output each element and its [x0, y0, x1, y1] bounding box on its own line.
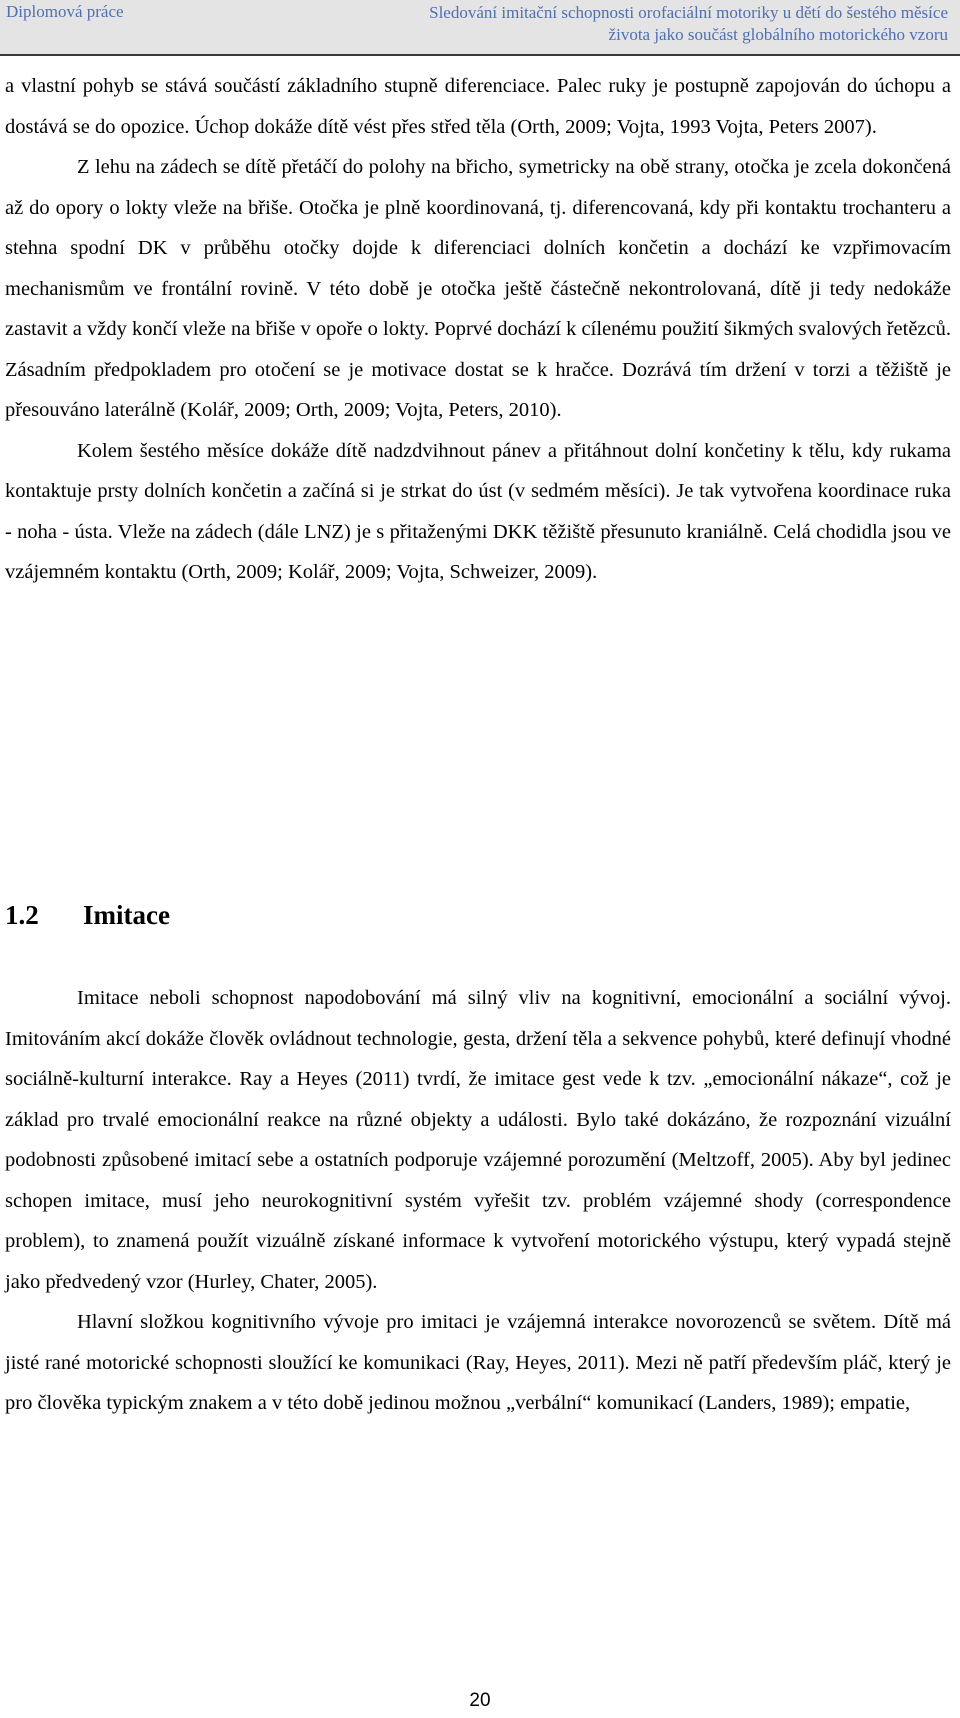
section-body-text: [5, 978, 951, 1424]
body-text: [5, 66, 951, 593]
paragraph: Z lehu na zádech se dítě přetáčí do polohy na břicho, symetricky na obě strany, otočka je zcela dokončená až do opory o lokty vleže na břiše. Otočka je plně koordinovaná, tj. diferencovaná, kdy při kontaktu trochanteru a stehna spodní DK v průběhu otočky dojde k diferenciaci dolních končetin a dochází ke vzpřimovacím mechanismům ve frontální rovině. V této době je otočka ještě částečně nekontrolovaná, dítě ji tedy nedokáže zastavit a vždy končí vleže na břiše v opoře o lokty. Poprvé dochází k cílenému použití šikmých svalových řetězců. Zásadním předpokladem pro otočení se je motivace dostat se k hračce. Dozrává tím držení v torzi a těžiště je přesouváno laterálně (Kolář, 2009; Orth, 2009; Vojta, Peters, 2010).: [5, 156, 951, 421]
header-thesis-type: Diplomová práce: [6, 2, 124, 21]
paragraph: Imitace neboli schopnost napodobování má silný vliv na kognitivní, emocionální a sociální vývoj. Imitováním akcí dokáže člověk ovládnout technologie, gesta, držení těla a sekvence pohybů, které definují vhodné sociálně-kulturní interakce. Ray a Heyes (2011) tvrdí, že imitace gest vede k tzv. „emocionální nákaze“, což je základ pro trvalé emocionální reakce na různé objekty a události. Bylo také dokázáno, že rozpoznání vizuální podobnosti způsobené imitací sebe a ostatních podporuje vzájemné porozumění (Meltzoff, 2005). Aby byl jedinec schopen imitace, musí jeho neurokognitivní systém vyřešit tzv. problém vzájemné shody (correspondence problem), to znamená použít vizuálně získané informace k vytvoření motorického výstupu, který vypadá stejně jako předvedený vzor (Hurley, Chater, 2005).: [5, 987, 951, 1293]
running-header: [0, 0, 960, 54]
section-heading: [5, 900, 170, 931]
header-thesis-title: Sledování imitační schopnosti orofaciální motoriky u dětí do šestého měsíce života jako součást globálního motorického vzoru: [429, 3, 948, 44]
paragraph: Hlavní složkou kognitivního vývoje pro imitaci je vzájemná interakce novorozenců se světem. Dítě má jisté rané motorické schopnosti sloužící ke komunikaci (Ray, Heyes, 2011). Mezi ně patří především pláč, který je pro člověka typickým znakem a v této době jedinou možnou „verbální“ komunikací (Landers, 1989); empatie,: [5, 1311, 951, 1414]
header-divider: [0, 54, 960, 56]
page-number: 20: [469, 1690, 491, 1711]
paragraph: a vlastní pohyb se stává součástí základního stupně diferenciace. Palec ruky je postupně zapojován do úchopu a dostává se do opozice. Úchop dokáže dítě vést přes střed těla (Orth, 2009; Vojta, 1993 Vojta, Peters 2007).: [5, 75, 951, 138]
paragraph: Kolem šestého měsíce dokáže dítě nadzdvihnout pánev a přitáhnout dolní končetiny k tělu, kdy rukama kontaktuje prsty dolních končetin a začíná si je strkat do úst (v sedmém měsíci). Je tak vytvořena koordinace ruka - noha - ústa. Vleže na zádech (dále LNZ) je s přitaženými DKK těžiště přesunuto kraniálně. Celá chodidla jsou ve vzájemném kontaktu (Orth, 2009; Kolář, 2009; Vojta, Schweizer, 2009).: [5, 439, 951, 583]
section-number: 1.2: [5, 900, 39, 930]
section-title: Imitace: [83, 900, 170, 930]
